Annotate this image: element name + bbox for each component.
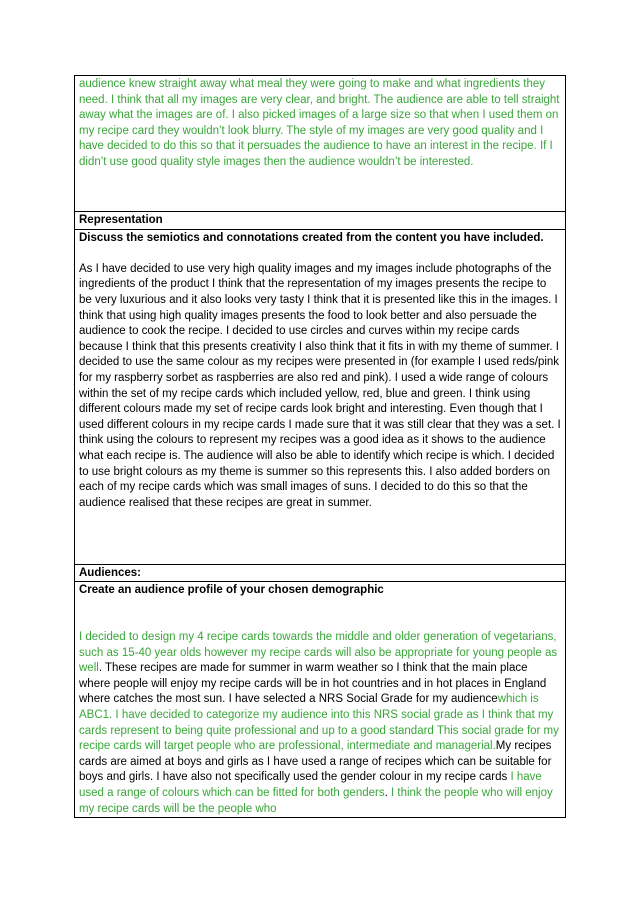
audiences-body-cell [75, 581, 565, 817]
intro-cell [75, 76, 565, 211]
audiences-question: Create an audience profile of your chosen demographic [79, 584, 384, 597]
representation-body-cell [75, 229, 565, 564]
spacer [79, 599, 561, 615]
spacer [79, 246, 561, 262]
audience-seg-2: . These recipes are made for summer in warm weather so I think that the main place where people will enjoy my recipe cards will be in hot countries and in hot places in England where catches the most sun. I have selected a NRS Social Grade for my audience [79, 662, 547, 706]
representation-heading: Representation [79, 214, 163, 226]
representation-question: Discuss the semiotics and connotations created from the content you have included. [79, 231, 544, 244]
audiences-paragraph [79, 630, 561, 817]
representation-heading-cell [75, 211, 565, 229]
audiences-heading-cell [75, 564, 565, 582]
document-table [74, 75, 566, 818]
audience-seg-5: I have used a range of colours which can be fitted for both genders [79, 771, 542, 799]
spacer [79, 614, 561, 630]
audiences-heading: Audiences: [79, 566, 141, 579]
intro-paragraph: audience knew straight away what meal they were going to make and what ingredients they need. I think that all my images are very clear, and bright. The audience are able to tell straight away what the images are of. I also picked images of a large size so that when I used them on my recipe card they wouldn’t look blurry. The style of my images are very good quality and I have decided to do this so that it persuades the audience to have an interest in the recipe. If I didn’t use good quality style images then the audience wouldn’t be interested. [79, 78, 560, 168]
audience-seg-3: which is ABC1. I have decided to categorize my audience into this NRS social grade as I think that my cards represent to being quite professional and up to a good standard This social grade for my recipe cards will target people who are professional, intermediate and managerial. [79, 693, 559, 753]
representation-paragraph: As I have decided to use very high quality images and my images include photographs of the ingredients of the product I think that the representation of my images presents the recipe to be very luxurious and it also looks very tasty I think that it is presented like this in the images. I think that using high quality images presents the food to look better and also persuade the audience to cook the recipe. I decided to use circles and curves within my recipe cards because I think that this presents creativity I also think that it fits in with my theme of summer. I decided to use the same colour as my recipes were presented in (for example I used reds/pink for my raspberry sorbet as raspberries are also red and pink). I used a wide range of colours within the set of my recipe cards which included yellow, red, blue and green. I think using different colours made my set of recipe cards look bright and interesting. Even though that I used different colours in my recipe cards I made sure that it was still clear that they was a set. I think using the colours to represent my recipes was a good idea as it shows to the audience what each recipe is. The audience will also be able to identify which recipe is which. I decided to use bright colours as my theme is summer so this represents this. I also added borders on each of my recipe cards which was small images of suns. I decided to do this so that the audience realised that these recipes are great in summer. [79, 262, 561, 509]
audience-seg-4: My recipes cards are aimed at boys and girls as I have used a range of recipes which can be suitable for boys and girls. I have also not specifically used the gender colour in my recipe cards [79, 740, 552, 784]
audience-seg-6: . [384, 786, 391, 799]
audience-seg-7: I think the people who will enjoy my recipe cards will be the people who [79, 786, 553, 815]
audience-seg-1: I decided to design my 4 recipe cards towards the middle and older generation of vegetarians, such as 15-40 year olds however my recipe cards will also be appropriate for young people as well [79, 630, 558, 675]
